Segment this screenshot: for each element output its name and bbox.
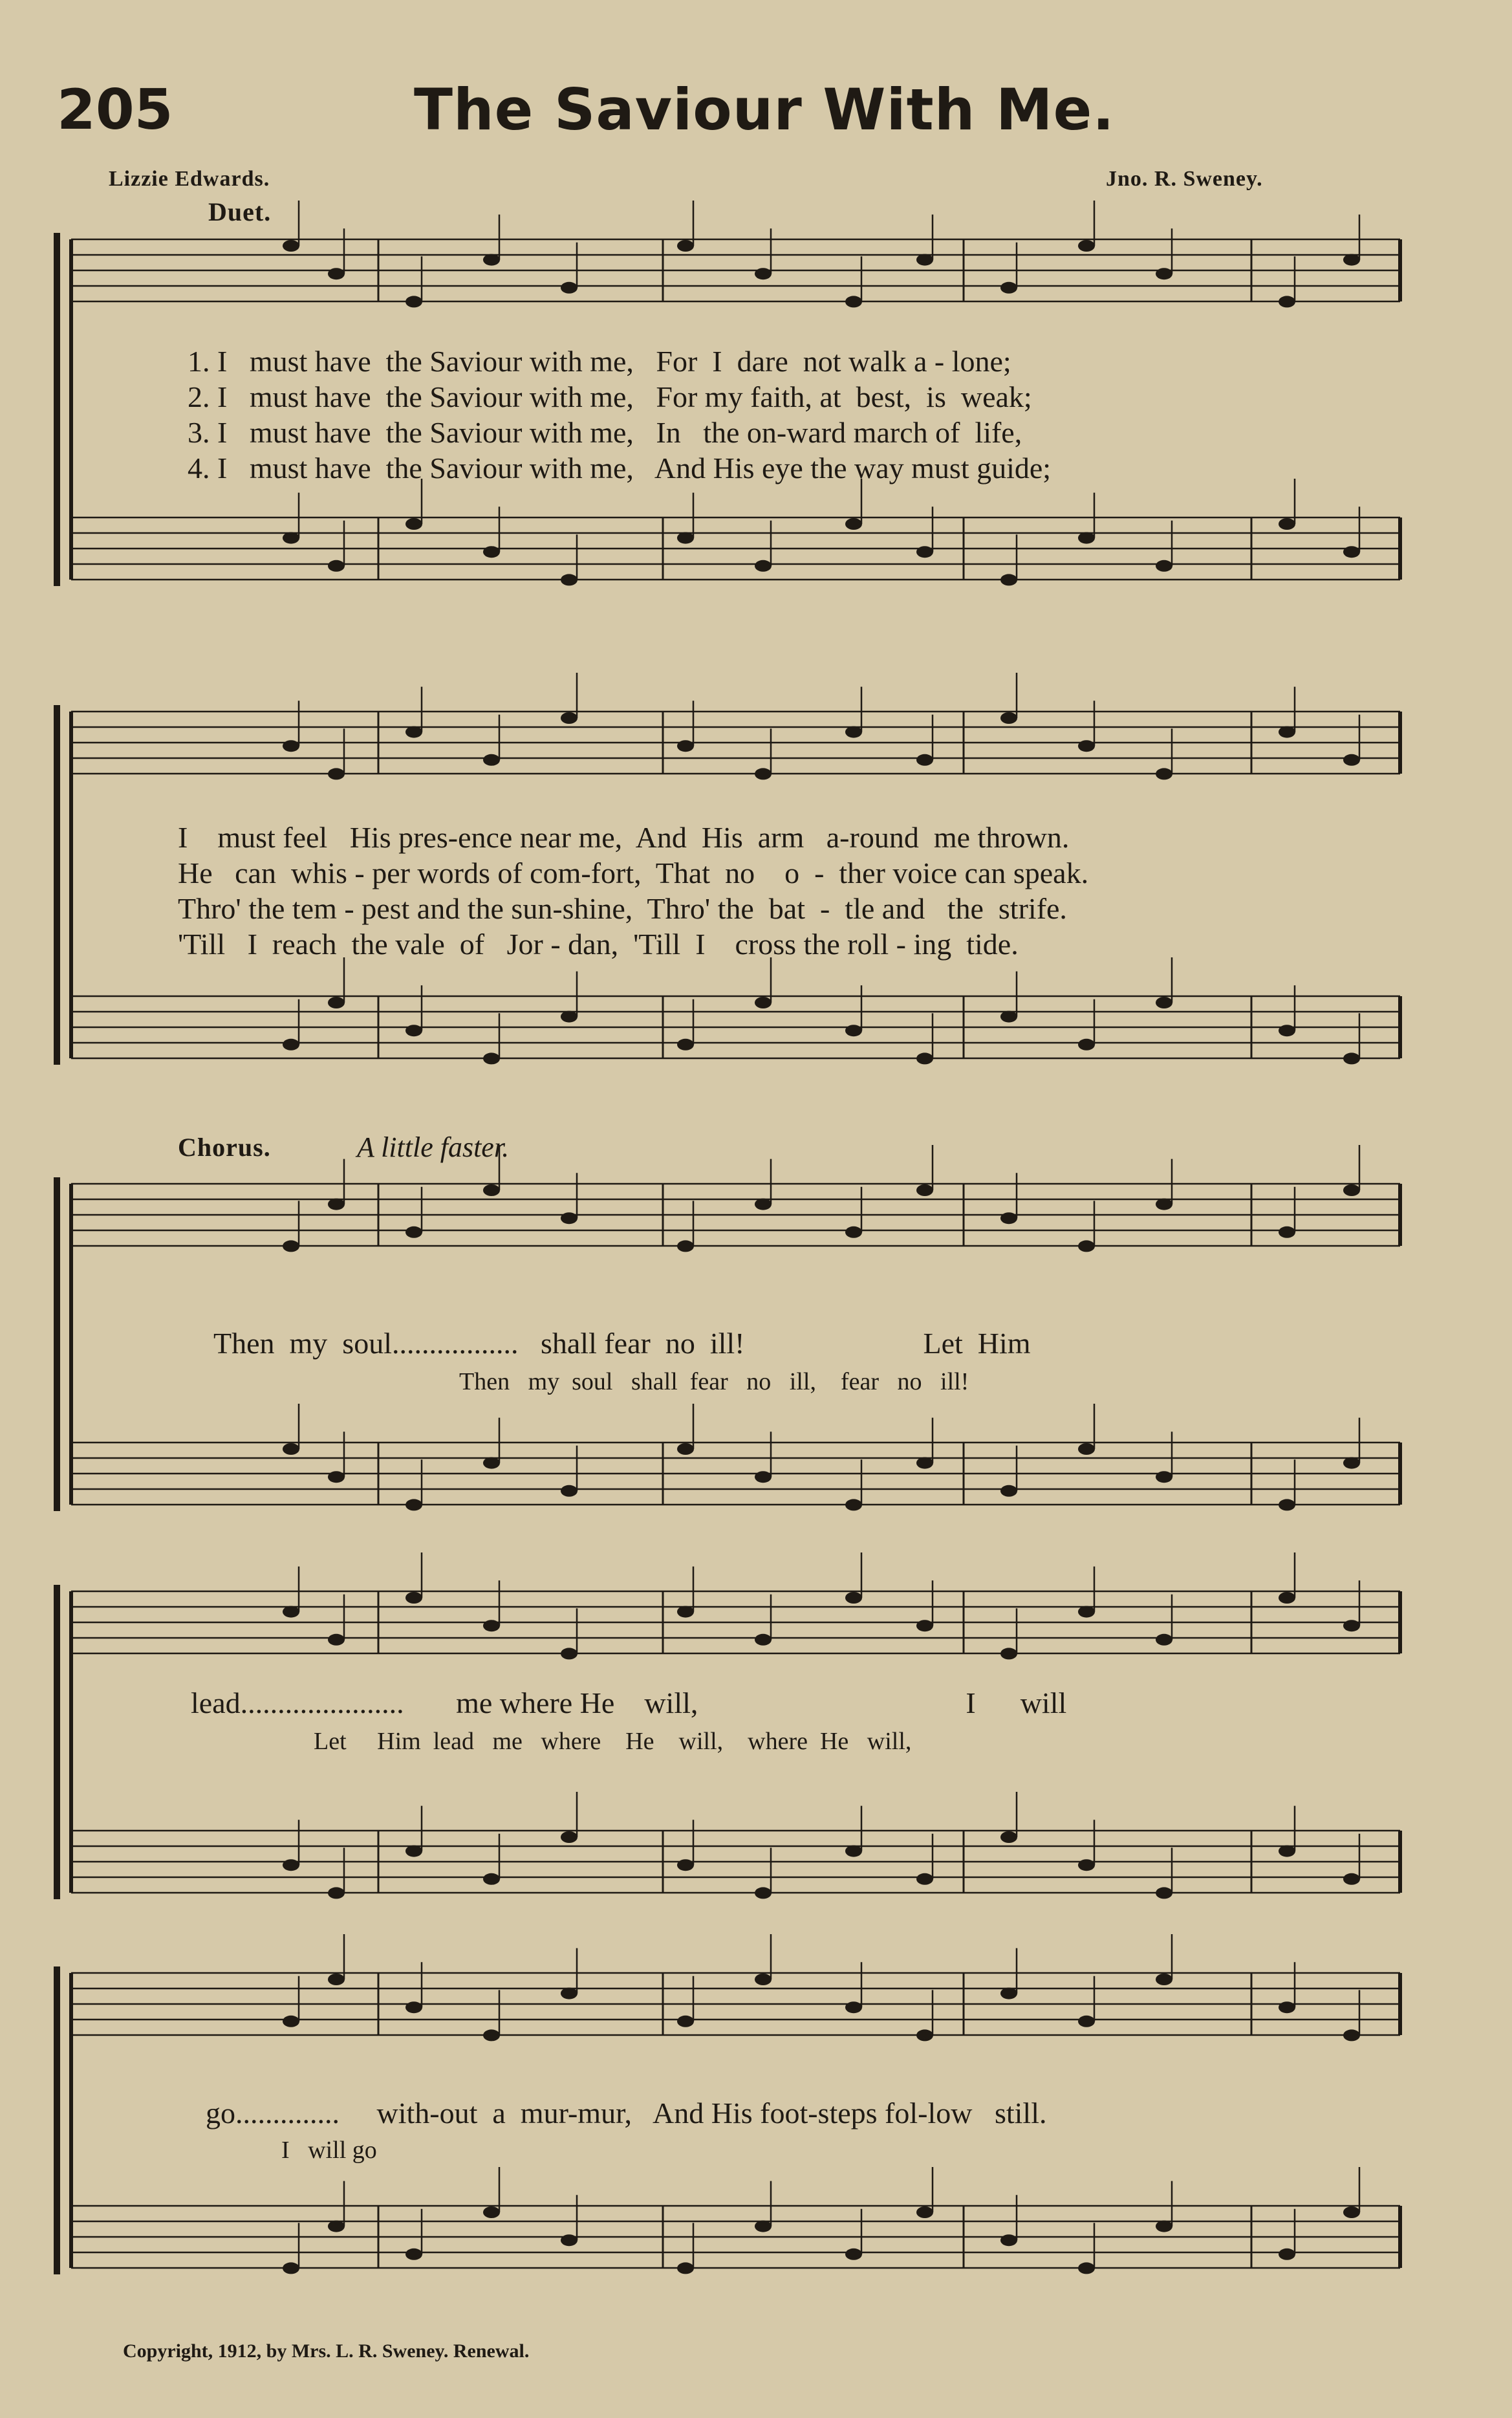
tempo-marking: A little faster. — [357, 1131, 510, 1163]
verse-4-line-1: 4. I must have the Saviour with me, And His eye the way must guide; — [188, 452, 1052, 485]
composer-credit: Jno. R. Sweney. — [1106, 167, 1263, 191]
hymn-title: The Saviour With Me. — [414, 76, 1115, 143]
verse-4-line-2: 'Till I reach the vale of Jor - dan, 'Till I cross the roll - ing tide. — [178, 928, 1019, 961]
chorus-marker: Chorus. — [178, 1133, 271, 1162]
chorus-line-3-lower: I will go — [281, 2137, 377, 2164]
verse-1-line-2: I must feel His pres-ence near me, And His arm a-round me thrown. — [178, 821, 1070, 854]
chorus-line-2-lower: Let Him lead me where He will, where He will, — [314, 1728, 912, 1755]
chorus-line-2-upper: lead...................... me where He will, I will — [191, 1686, 1067, 1719]
verse-2-line-2: He can whis - per words of com-fort, That no o - ther voice can speak. — [178, 856, 1089, 889]
verse-1-line-1: 1. I must have the Saviour with me, For I dare not walk a - lone; — [188, 345, 1011, 378]
lyricist-credit: Lizzie Edwards. — [109, 167, 270, 191]
chorus-line-1-upper: Then my soul................. shall fear no ill! Let Him — [213, 1327, 1031, 1360]
chorus-line-3-upper: go.............. with-out a mur-mur, And His foot-steps fol-low still. — [206, 2097, 1047, 2129]
verse-3-line-2: Thro' the tem - pest and the sun-shine, Thro' the bat - tle and the strife. — [178, 892, 1067, 925]
hymn-number: 205 — [57, 78, 173, 142]
duet-marker: Duet. — [208, 197, 272, 226]
copyright-notice: Copyright, 1912, by Mrs. L. R. Sweney. Renewal. — [123, 2340, 530, 2362]
verse-2-line-1: 2. I must have the Saviour with me, For my faith, at best, is weak; — [188, 380, 1032, 413]
chorus-line-1-lower: Then my soul shall fear no ill, fear no ill! — [459, 1368, 969, 1395]
verse-3-line-1: 3. I must have the Saviour with me, In the on-ward march of life, — [188, 416, 1022, 449]
